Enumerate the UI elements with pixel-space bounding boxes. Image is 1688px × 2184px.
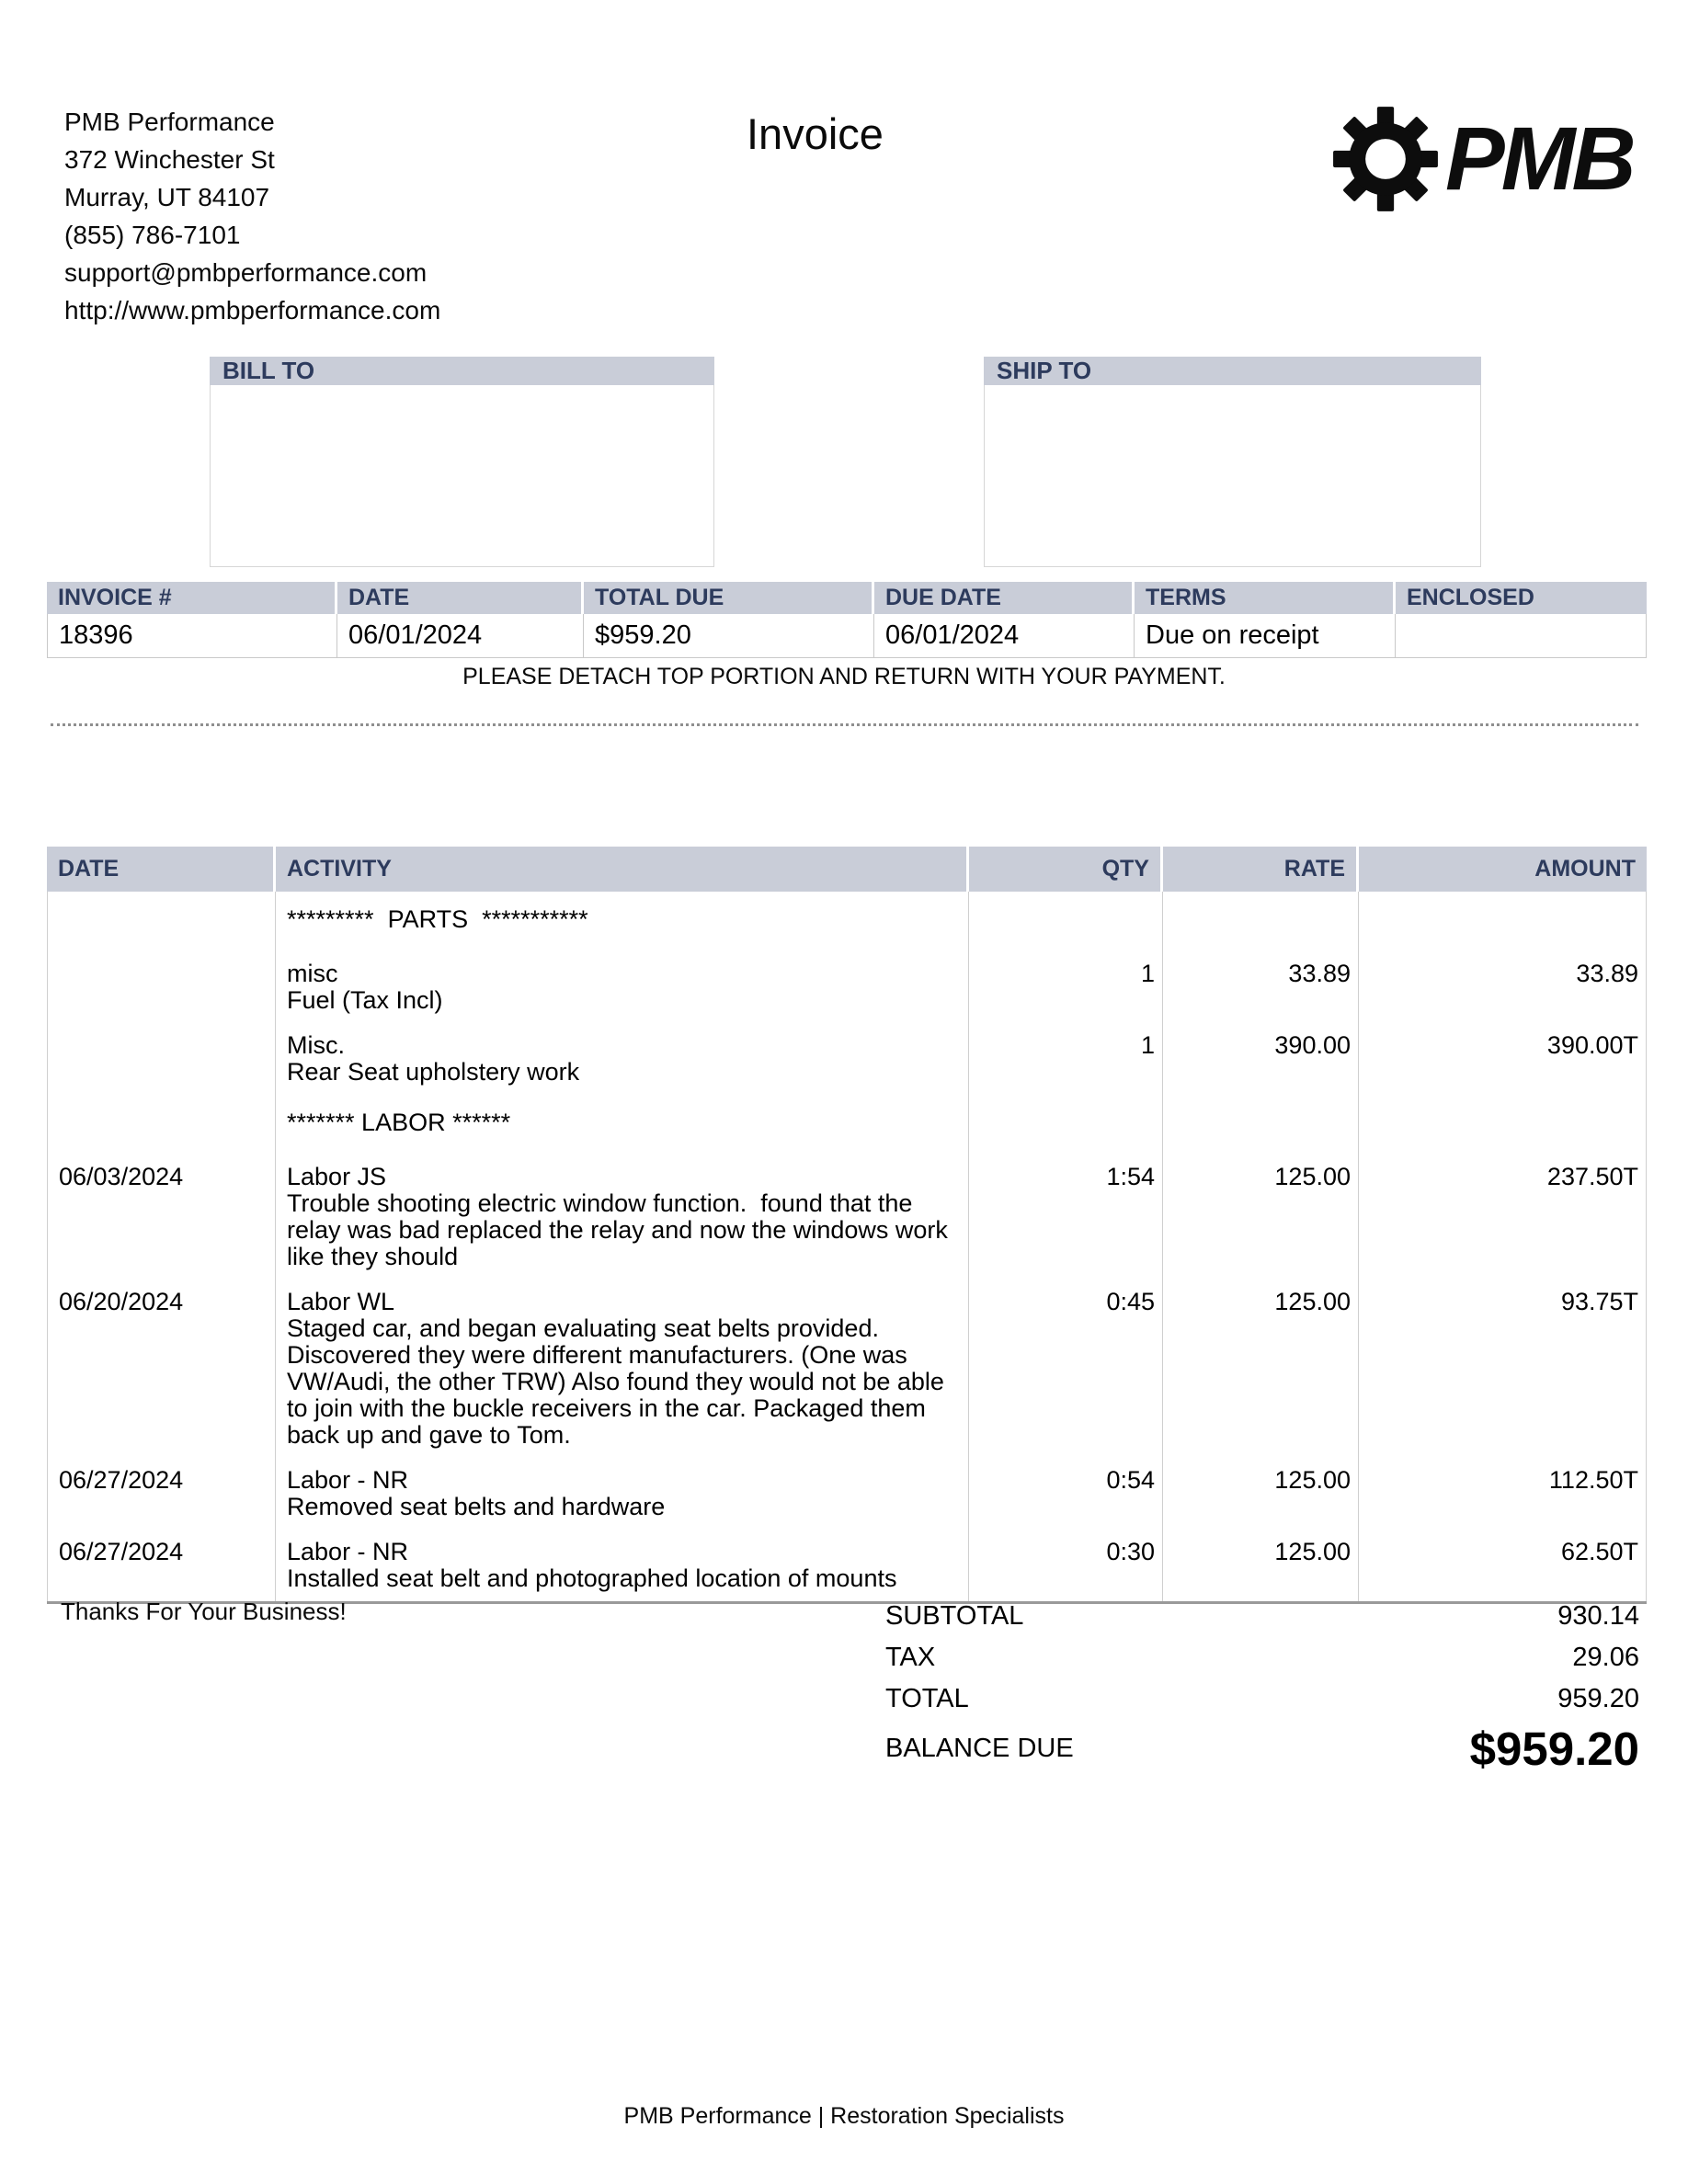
- cell-amount: 390.00T: [1359, 1023, 1647, 1095]
- cell-qty: 1: [969, 951, 1163, 1023]
- totals-row-value: 29.06: [1572, 1643, 1639, 1672]
- activity-title: Labor - NR: [287, 1466, 409, 1494]
- invoice-info-header-cell: DUE DATE: [874, 582, 1135, 614]
- invoice-info-table: [47, 582, 1647, 658]
- cell-date: [47, 892, 276, 951]
- page-title: Invoice: [747, 109, 884, 158]
- totals-rows: [47, 1596, 1647, 1720]
- table-row: [47, 1280, 1647, 1458]
- cell-date: [47, 1095, 276, 1155]
- invoice-info-header-cell: INVOICE #: [47, 582, 337, 614]
- page-footer: PMB Performance | Restoration Specialists: [623, 2103, 1065, 2129]
- cell-activity: [276, 951, 969, 1023]
- cell-rate: [1163, 892, 1359, 951]
- logo-text: PMB: [1445, 108, 1633, 209]
- cell-qty: 0:45: [969, 1280, 1163, 1458]
- cell-amount: 33.89: [1359, 951, 1647, 1023]
- balance-due-row: [47, 1720, 1647, 1777]
- totals-section: [47, 1596, 1647, 1777]
- cell-rate: 125.00: [1163, 1458, 1359, 1530]
- cell-rate: [1163, 1095, 1359, 1155]
- invoice-info-value-cell: [1396, 614, 1647, 658]
- activity-description: Trouble shooting electric window function. found that the relay was bad replaced the relay and now the windows work like they should: [287, 1189, 955, 1270]
- company-logo: [1329, 103, 1642, 215]
- table-row: [47, 1155, 1647, 1280]
- invoice-info-header-cell: ENCLOSED: [1396, 582, 1647, 614]
- cell-amount: 93.75T: [1359, 1280, 1647, 1458]
- activity-title: Labor - NR: [287, 1538, 409, 1565]
- activity-description: Fuel (Tax Incl): [287, 986, 443, 1014]
- cell-qty: 0:30: [969, 1530, 1163, 1601]
- company-website: http://www.pmbperformance.com: [64, 296, 441, 324]
- activity-title: Misc.: [287, 1031, 345, 1059]
- balance-due-value: $959.20: [1469, 1722, 1639, 1775]
- totals-row: [47, 1596, 1647, 1637]
- table-row: [47, 1530, 1647, 1601]
- activity-header-cell: RATE: [1163, 847, 1359, 892]
- ship-to-section: [984, 357, 1481, 567]
- invoice-info-header-row: [47, 582, 1647, 614]
- cell-amount: 112.50T: [1359, 1458, 1647, 1530]
- activity-title: ********* PARTS ***********: [287, 905, 588, 933]
- cell-activity: [276, 1458, 969, 1530]
- cell-activity: [276, 1095, 969, 1155]
- invoice-info-value-cell: 06/01/2024: [337, 614, 584, 658]
- invoice-info-value-cell: 18396: [47, 614, 337, 658]
- cell-date: 06/27/2024: [47, 1530, 276, 1601]
- detach-dashed-line: [51, 723, 1638, 726]
- company-email: support@pmbperformance.com: [64, 258, 428, 287]
- activity-description: Installed seat belt and photographed location of mounts: [287, 1564, 897, 1592]
- cell-rate: 390.00: [1163, 1023, 1359, 1095]
- activity-title: ******* LABOR ******: [287, 1109, 511, 1136]
- cell-date: 06/03/2024: [47, 1155, 276, 1280]
- activity-description: Rear Seat upholstery work: [287, 1058, 580, 1086]
- cell-amount: 237.50T: [1359, 1155, 1647, 1280]
- totals-row-label: TOTAL: [885, 1684, 969, 1713]
- detach-notice: PLEASE DETACH TOP PORTION AND RETURN WITH YOUR PAYMENT.: [462, 664, 1226, 689]
- cell-date: [47, 951, 276, 1023]
- cell-rate: 33.89: [1163, 951, 1359, 1023]
- invoice-info-value-cell: Due on receipt: [1135, 614, 1396, 658]
- cell-date: [47, 1023, 276, 1095]
- activity-description: Staged car, and began evaluating seat belts provided. Discovered they were different manufacturers. (One was VW/Audi, the other TRW) Also found they would not be able to join with the buckle receivers in the car. Packaged them back up and gave to Tom.: [287, 1314, 952, 1449]
- cell-activity: [276, 1530, 969, 1601]
- invoice-info-header-cell: TERMS: [1135, 582, 1396, 614]
- table-row: [47, 1023, 1647, 1095]
- activity-header-cell: AMOUNT: [1359, 847, 1647, 892]
- ship-to-label: SHIP TO: [984, 357, 1481, 385]
- bill-to-section: [210, 357, 714, 567]
- company-phone: (855) 786-7101: [64, 221, 241, 249]
- bill-to-label: BILL TO: [210, 357, 714, 385]
- totals-row-label: TAX: [885, 1643, 936, 1672]
- cell-qty: 0:54: [969, 1458, 1163, 1530]
- thanks-note: Thanks For Your Business!: [61, 1598, 347, 1625]
- bill-to-content: [210, 385, 714, 567]
- invoice-info-value-row: [47, 614, 1647, 658]
- totals-row-label: SUBTOTAL: [885, 1601, 1024, 1631]
- cell-rate: 125.00: [1163, 1280, 1359, 1458]
- totals-row-value: 930.14: [1557, 1601, 1639, 1631]
- cell-qty: 1: [969, 1023, 1163, 1095]
- gear-icon: [1329, 103, 1442, 215]
- cell-qty: [969, 892, 1163, 951]
- cell-date: 06/20/2024: [47, 1280, 276, 1458]
- cell-rate: 125.00: [1163, 1155, 1359, 1280]
- activity-table-body: [47, 892, 1647, 1604]
- company-address-line1: 372 Winchester St: [64, 145, 275, 174]
- cell-activity: [276, 1280, 969, 1458]
- cell-activity: [276, 1023, 969, 1095]
- cell-amount: [1359, 892, 1647, 951]
- activity-title: Labor JS: [287, 1163, 387, 1190]
- activity-table-header-row: [47, 847, 1647, 892]
- cell-activity: [276, 1155, 969, 1280]
- activity-description: Removed seat belts and hardware: [287, 1493, 666, 1520]
- table-row: [47, 1095, 1647, 1155]
- table-row: [47, 951, 1647, 1023]
- ship-to-content: [984, 385, 1481, 567]
- totals-row: [47, 1637, 1647, 1678]
- company-info: [64, 103, 440, 329]
- cell-amount: [1359, 1095, 1647, 1155]
- activity-table: [47, 847, 1647, 1604]
- table-row: [47, 892, 1647, 951]
- activity-title: Labor WL: [287, 1288, 395, 1315]
- activity-title: misc: [287, 960, 338, 987]
- cell-activity: [276, 892, 969, 951]
- invoice-info-header-cell: TOTAL DUE: [584, 582, 874, 614]
- totals-row: [47, 1678, 1647, 1720]
- activity-header-cell: ACTIVITY: [276, 847, 969, 892]
- company-name: PMB Performance: [64, 108, 275, 136]
- cell-qty: 1:54: [969, 1155, 1163, 1280]
- invoice-info-value-cell: 06/01/2024: [874, 614, 1135, 658]
- cell-date: 06/27/2024: [47, 1458, 276, 1530]
- cell-rate: 125.00: [1163, 1530, 1359, 1601]
- cell-amount: 62.50T: [1359, 1530, 1647, 1601]
- company-address-line2: Murray, UT 84107: [64, 183, 270, 211]
- invoice-info-value-cell: $959.20: [584, 614, 874, 658]
- invoice-info-header-cell: DATE: [337, 582, 584, 614]
- activity-header-cell: DATE: [47, 847, 276, 892]
- totals-row-value: 959.20: [1557, 1684, 1639, 1713]
- activity-header-cell: QTY: [969, 847, 1163, 892]
- balance-due-label: BALANCE DUE: [885, 1733, 1074, 1763]
- table-row: [47, 1458, 1647, 1530]
- cell-qty: [969, 1095, 1163, 1155]
